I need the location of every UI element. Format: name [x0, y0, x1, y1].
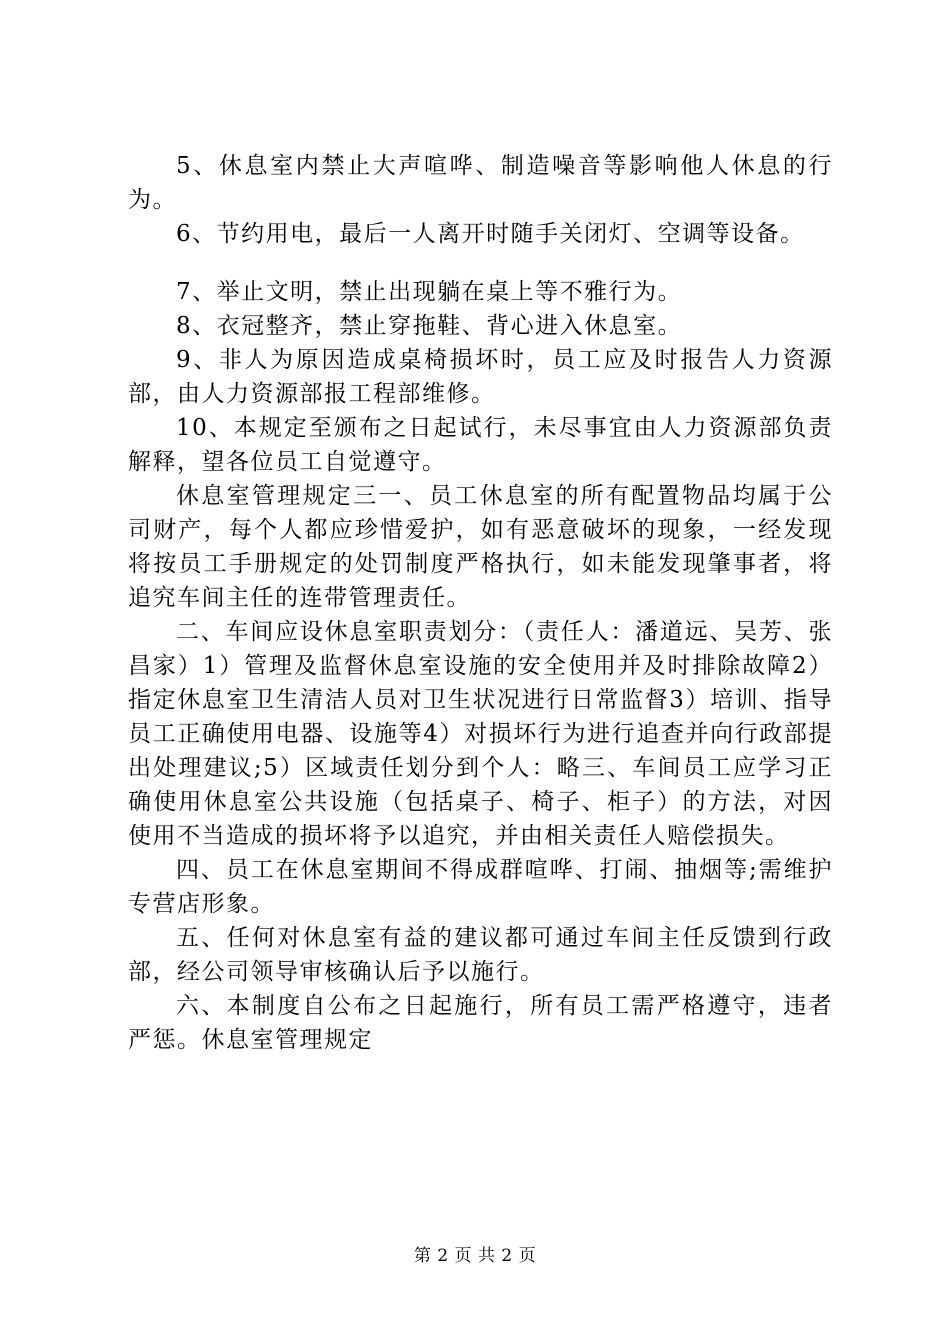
paragraph-section-4: 四、员工在休息室期间不得成群喧哗、打闹、抽烟等;需维护专营店形象。	[128, 857, 833, 917]
paragraph-rule-9: 9、非人为原因造成桌椅损坏时，员工应及时报告人力资源部，由人力资源部报工程部维修。	[128, 347, 833, 407]
paragraph-rule-10: 10、本规定至颁布之日起试行，未尽事宜由人力资源部负责解释，望各位员工自觉遵守。	[128, 415, 833, 475]
paragraph-section-2: 二、车间应设休息室职责划分：（责任人：潘道远、吴芳、张昌家）1）管理及监督休息室设施的安全使用并及时排除故障2）指定休息室卫生清洁人员对卫生状况进行日常监督3）培训、指导员工正确使用电器、设施等4）对损坏行为进行追查并向行政部提出处理建议;5）区域责任划分到个人：略三、车间员工应学习正确使用休息室公共设施（包括桌子、椅子、柜子）的方法，对因使用不当造成的损坏将予以追究，并由相关责任人赔偿损失。	[128, 619, 833, 849]
paragraph-rule-5: 5、休息室内禁止大声喧哗、制造噪音等影响他人休息的行为。	[128, 153, 833, 213]
paragraph-rule-6: 6、节约用电，最后一人离开时随手关闭灯、空调等设备。	[176, 221, 805, 247]
paragraph-section-5: 五、任何对休息室有益的建议都可通过车间主任反馈到行政部，经公司领导审核确认后予以施行。	[128, 925, 833, 985]
paragraph-section-1: 休息室管理规定三一、员工休息室的所有配置物品均属于公司财产，每个人都应珍惜爱护，如有恶意破坏的现象，一经发现将按员工手册规定的处罚制度严格执行，如未能发现肇事者，将追究车间主任的连带管理责任。	[128, 483, 833, 611]
paragraph-rule-7: 7、举止文明，禁止出现躺在桌上等不雅行为。	[176, 279, 683, 305]
page-footer: 第 2 页 共 2 页	[413, 1246, 537, 1266]
paragraph-rule-8: 8、衣冠整齐，禁止穿拖鞋、背心进入休息室。	[176, 313, 683, 339]
paragraph-section-6: 六、本制度自公布之日起施行，所有员工需严格遵守，违者严惩。休息室管理规定	[128, 993, 833, 1053]
document-body	[128, 149, 833, 1057]
